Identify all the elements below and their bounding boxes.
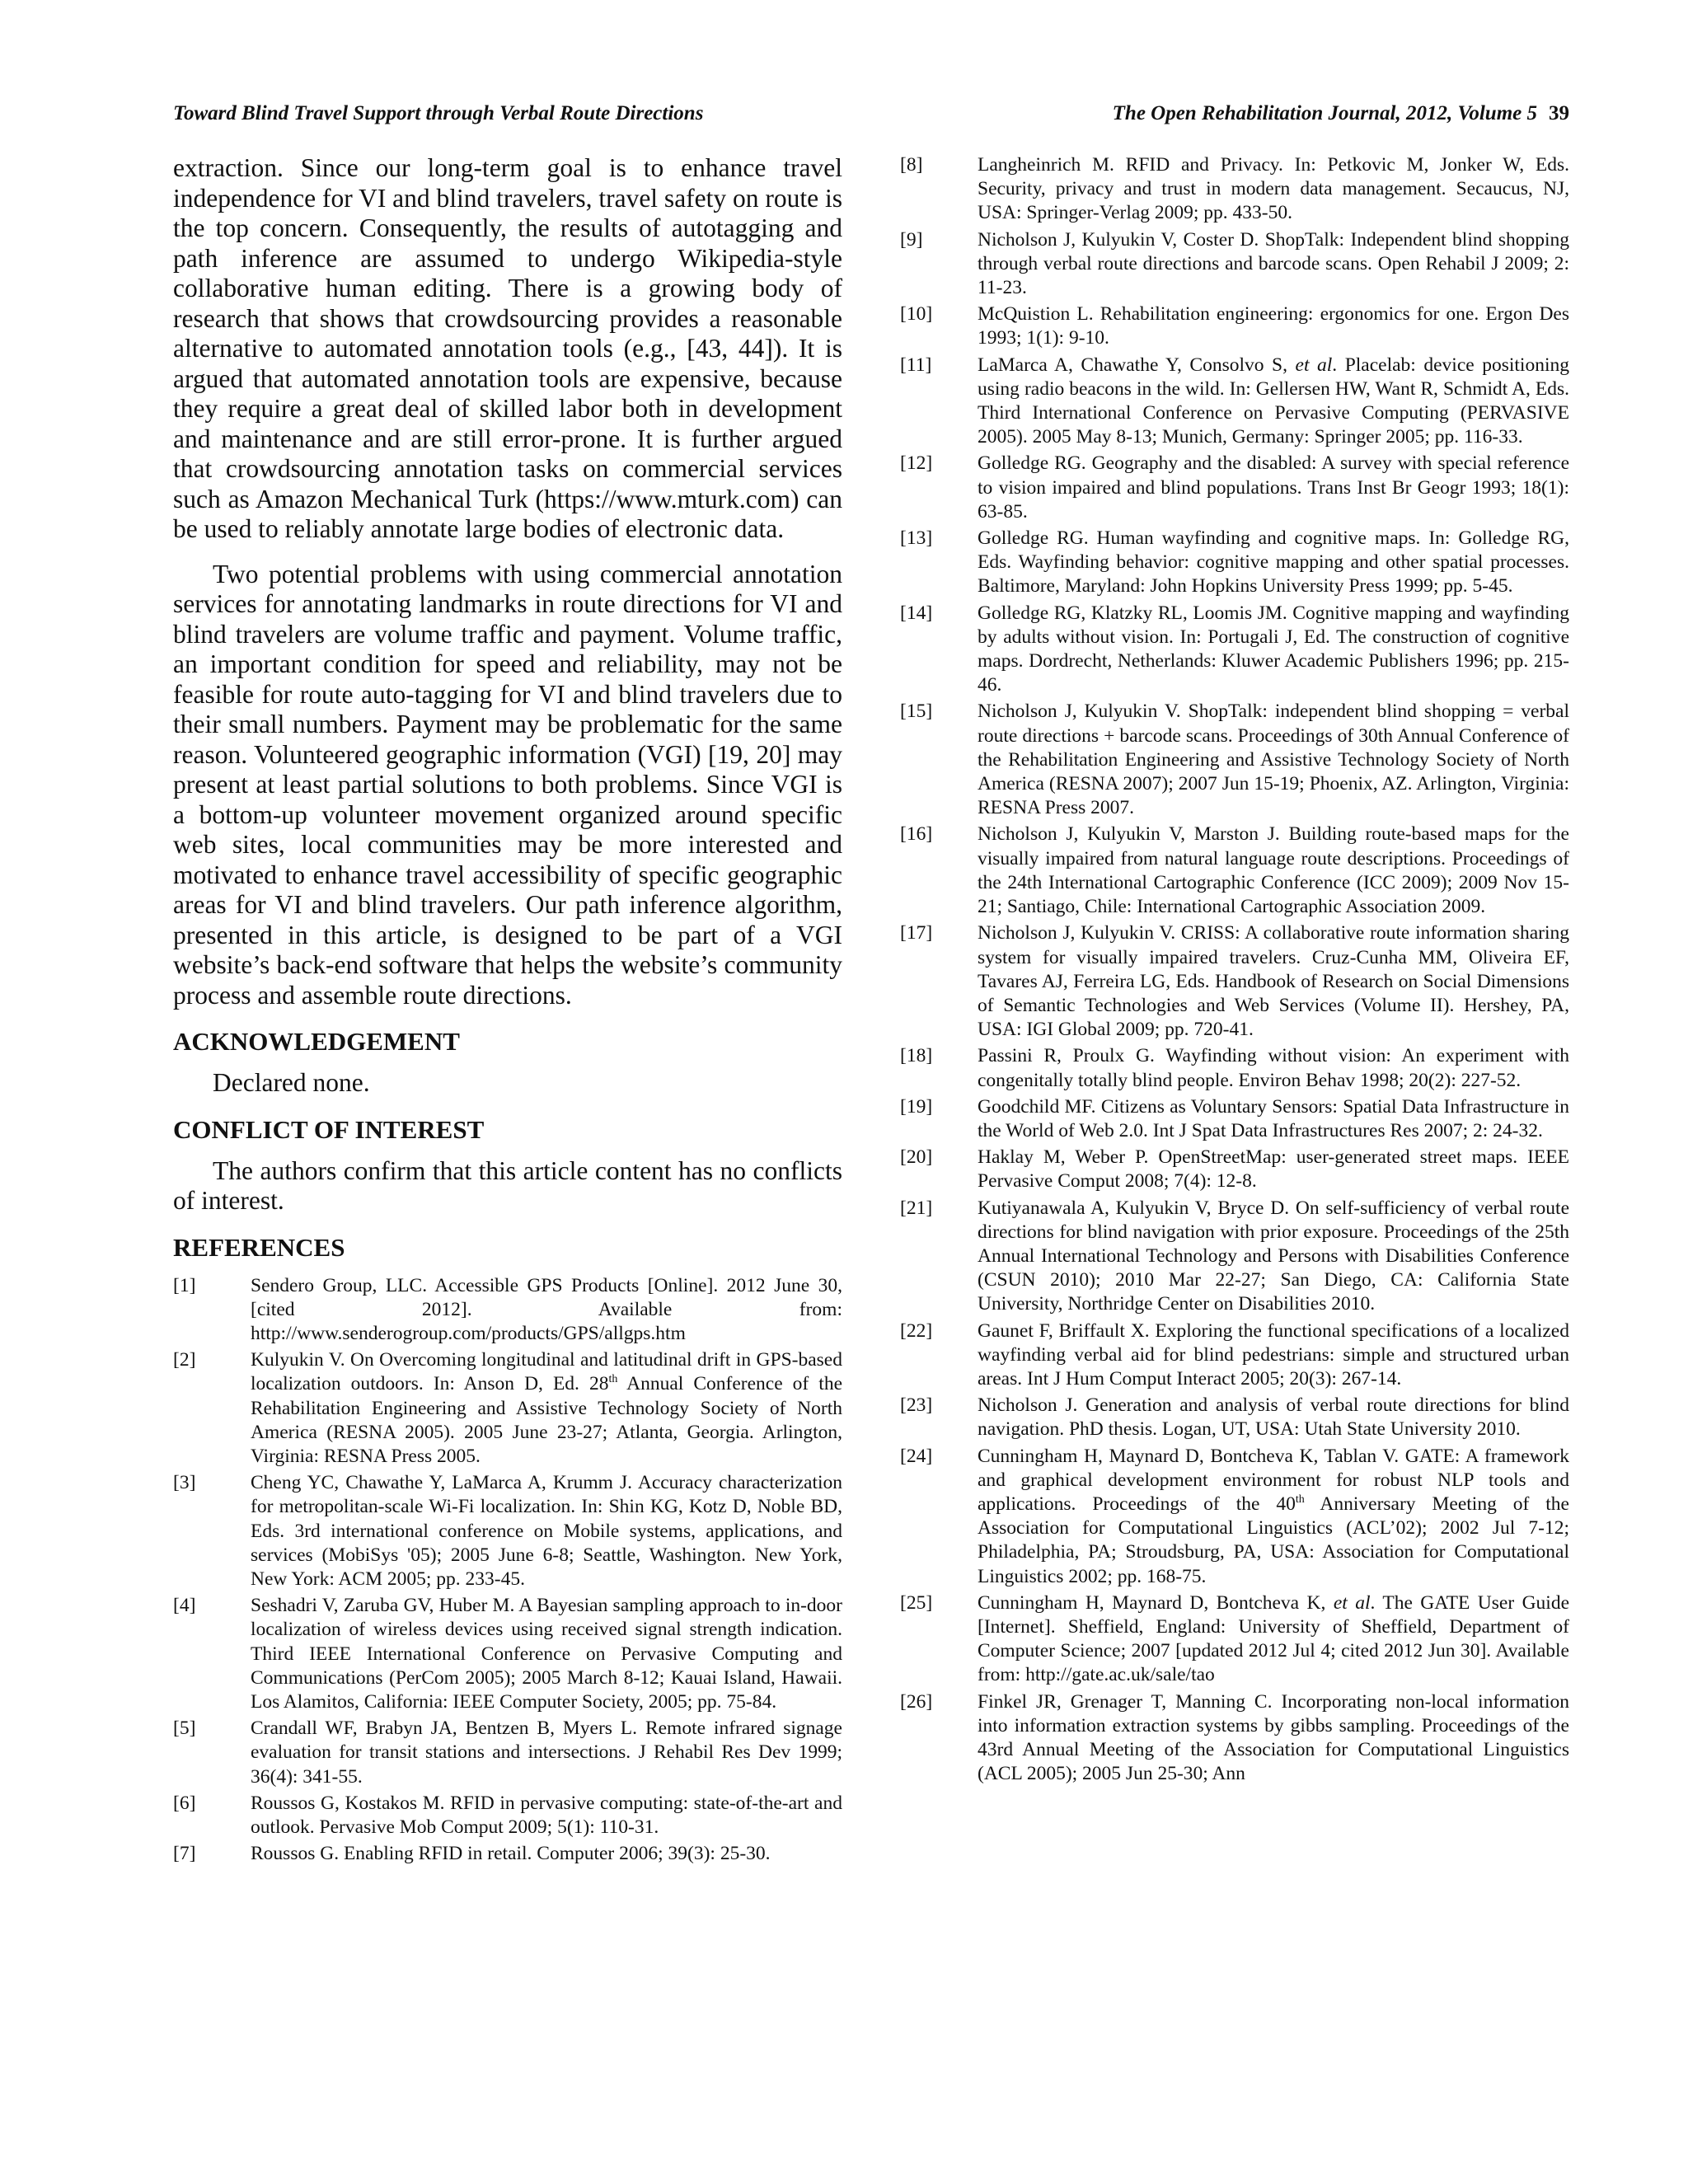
ordinal-superscript: th [1295,1493,1305,1507]
reference-text: Gaunet F, Briffault X. Exploring the functional specifications of a localized wayfinding verbal aid for blind pedestrians: simple and structured urban areas. Int J Hum Comput Interact 2005; 20(3): 267-14. [978,1319,1569,1390]
reference-text: Langheinrich M. RFID and Privacy. In: Petkovic M, Jonker W, Eds. Security, privacy and trust in modern data management. Secaucus, NJ, USA: Springer-Verlag 2009; pp. 433-50. [978,154,1569,224]
reference-item [173,1594,842,1714]
reference-text-part: Kulyukin V. On Overcoming longitudinal and latitudinal drift in GPS-based localization outdoors. In: Anson D, Ed. 28 [251,1349,842,1395]
reference-text: Haklay M, Weber P. OpenStreetMap: user-generated street maps. IEEE Pervasive Comput 2008; 7(4): 12-8. [978,1146,1569,1193]
reference-text [978,354,1569,450]
reference-text-part: . Placelab: device positioning using radio beacons in the wild. In: Gellersen HW, Want R, Schmidt A, Eds. Third International Conference on Pervasive Computing (PERVASIVE 2005). 2005 May 8-13; Munich, Germany: Springer 2005; pp. 116-33. [978,354,1569,448]
reference-number: [3] [173,1472,196,1494]
reference-item [173,1471,842,1591]
body-text [173,153,842,1010]
conflict-heading: CONFLICT OF INTEREST [173,1114,485,1144]
reference-text: Kutiyanawala A, Kulyukin V, Bryce D. On self-sufficiency of verbal route directions for blind navigation with prior exposure. Proceedings of the 25th Annual International Technology and Persons with Disabilities Conference (CSUN 2010); 2010 Mar 22-27; San Diego, CA: California State University, Northridge Center on Disabilities 2010. [978,1197,1569,1315]
reference-text: Golledge RG. Human wayfinding and cognitive maps. In: Golledge RG, Eds. Wayfinding behavior: cognitive mapping and other spatial processes. Baltimore, Maryland: John Hopkins University Press 1999; pp. 5-45. [978,527,1569,598]
reference-item [900,1394,1569,1441]
reference-number: [15] [900,701,933,723]
reference-item [173,1842,842,1866]
reference-text: Crandall WF, Brabyn JA, Bentzen B, Myers L. Remote infrared signage evaluation for transit stations and intersections. J Rehabil Res Dev 1999; 36(4): 341-55. [251,1718,842,1788]
reference-number: [20] [900,1146,933,1169]
reference-number: [7] [173,1843,196,1865]
reference-item [900,527,1569,599]
journal-info [1113,102,1569,125]
reference-item [900,1319,1569,1392]
reference-text: Nicholson J. Generation and analysis of verbal route directions for blind navigation. PhD thesis. Logan, UT, USA: Utah State University 2010. [978,1394,1569,1441]
reference-number: [18] [900,1045,933,1067]
acknowledgement-text: Declared none. [213,1068,370,1097]
reference-number: [11] [900,354,932,376]
reference-item [900,823,1569,919]
reference-text [251,1348,842,1469]
reference-number: [10] [900,303,933,326]
body-paragraph-2: Two potential problems with using commercial annotation services for annotating landmarks in route directions for VI and blind travelers are volume traffic and payment. Volume traffic, an important condition for speed and reliability, may not be feasible for route auto-tagging for VI and blind travelers due to their small numbers. Payment may be problematic for the same reason. Volunteered geographic information (VGI) [19, 20] may present at least partial solutions to both problems. Since VGI is a bottom-up volunteer movement organized around specific web sites, local communities may be more interested and motivated to enhance travel accessibility of specific geographic areas for VI and blind travelers. Our path inference algorithm, presented in this article, is designed to be part of a VGI website’s back-end software that helps the website’s community process and assemble route directions. [173,559,842,1010]
page-number: 39 [1549,102,1569,124]
reference-item [900,921,1569,1042]
reference-number: [4] [173,1595,196,1617]
reference-number: [8] [900,154,923,176]
reference-text: Golledge RG. Geography and the disabled: A survey with special reference to vision impaired and blind populations. Trans Inst Br Geogr 1993; 18(1): 63-85. [978,452,1569,523]
reference-text-part: LaMarca A, Chawathe Y, Consolvo S, [978,354,1296,376]
reference-number: [1] [173,1274,196,1296]
et-al-italic: et al [1333,1591,1371,1614]
running-title: Toward Blind Travel Support through Verbal Route Directions [173,102,704,124]
reference-text-part: . The GATE User Guide [Internet]. Sheffield, England: University of Sheffield, Department of Computer Science; 2007 [updated 2012 Jul 4; cited 2012 Jun 30]. Available from: http://gate.ac.uk/sale/tao [978,1591,1570,1686]
reference-number: [9] [900,228,923,251]
references-list-right [900,153,1569,1786]
running-header [173,102,1569,135]
ordinal-superscript: th [608,1373,618,1386]
reference-text: Roussos G, Kostakos M. RFID in pervasive computing: state-of-the-art and outlook. Pervasive Mob Comput 2009; 5(1): 110-31. [251,1792,842,1838]
reference-item [900,452,1569,524]
reference-item [173,1348,842,1469]
reference-number: [24] [900,1445,933,1467]
reference-number: [25] [900,1591,933,1614]
reference-item [900,354,1569,450]
reference-item [173,1792,842,1840]
reference-number: [26] [900,1690,933,1713]
reference-text: Cheng YC, Chawathe Y, LaMarca A, Krumm J. Accuracy characterization for metropolitan-scale Wi-Fi localization. In: Shin KG, Kotz D, Noble BD, Eds. 3rd international conference on Mobile systems, applications, and services (MobiSys '05); 2005 June 6-8; Seattle, Washington. New York, New York: ACM 2005; pp. 233-45. [251,1472,842,1590]
reference-text [978,1445,1569,1589]
et-al-italic: et al [1295,354,1333,376]
reference-number: [23] [900,1394,933,1417]
reference-text-part: Anniversary Meeting of the Association for Computational Linguistics (ACL’02); 2002 Jul 7-12; Philadelphia, PA; Stroudsburg, PA, USA: Association for Computational Linguistics 2002; pp. 168-75. [978,1493,1569,1587]
reference-number: [21] [900,1197,933,1219]
reference-item [900,1146,1569,1193]
reference-text-part: Cunningham H, Maynard D, Bontcheva K, Tablan V. GATE: A framework and graphical development environment for robust NLP tools and applications. Proceedings of the 40 [978,1445,1569,1515]
reference-text: Passini R, Proulx G. Wayfinding without vision: An experiment with congenitally totally blind people. Environ Behav 1998; 20(2): 227-52. [978,1045,1569,1091]
reference-item [900,1445,1569,1589]
reference-item [173,1274,842,1347]
reference-text-part: Annual Conference of the Rehabilitation Engineering and Assistive Technology Society of North America (RESNA 2005). 2005 June 23-27; Atlanta, Georgia. Arlington, Virginia: RESNA Press 2005. [251,1373,842,1467]
reference-text: Roussos G. Enabling RFID in retail. Computer 2006; 39(3): 25-30. [251,1843,771,1865]
reference-number: [19] [900,1095,933,1118]
reference-item [900,1197,1569,1317]
reference-number: [22] [900,1319,933,1342]
reference-number: [13] [900,527,933,550]
reference-item [900,602,1569,698]
acknowledgement-heading: ACKNOWLEDGEMENT [173,1027,460,1056]
reference-item [173,1717,842,1789]
reference-text: Nicholson J, Kulyukin V. ShopTalk: independent blind shopping = verbal route directions + barcode scans. Proceedings of 30th Annual Conference of the Rehabilitation Engineering and Assistive Technology Society of North America (RESNA 2007); 2007 Jun 15-19; Phoenix, AZ. Arlington, Virginia: RESNA Press 2007. [978,701,1569,819]
reference-item [900,228,1569,301]
right-column [900,153,1569,1788]
reference-number: [16] [900,823,933,846]
reference-item [900,153,1569,226]
reference-item [900,302,1569,350]
conflict-text: The authors confirm that this article content has no conflicts of interest. [173,1155,842,1215]
reference-text: Finkel JR, Grenager T, Manning C. Incorporating non-local information into information extraction systems by gibbs sampling. Proceedings of the 43rd Annual Meeting of the Association for Computational Linguistics (ACL 2005); 2005 Jun 25-30; Ann [978,1690,1569,1785]
references-list-left [173,1274,842,1867]
references-heading: REFERENCES [173,1232,345,1262]
reference-text: Sendero Group, LLC. Accessible GPS Products [Online]. 2012 June 30, [cited 2012]. Available from: http://www.senderogroup.com/products/GPS/allgps.htm [251,1274,842,1344]
reference-text: Golledge RG, Klatzky RL, Loomis JM. Cognitive mapping and wayfinding by adults without vision. In: Portugali J, Ed. The construction of cognitive maps. Dordrecht, Netherlands: Kluwer Academic Publishers 1996; pp. 215-46. [978,602,1569,696]
reference-item [900,1044,1569,1092]
reference-text: Nicholson J, Kulyukin V. CRISS: A collaborative route information sharing system for visually impaired travelers. Cruz-Cunha MM, Oliveira EF, Tavares AJ, Ferreira LG, Eds. Handbook of Research on Social Dimensions of Semantic Technologies and Web Services (Volume II). Hershey, PA, USA: IGI Global 2009; pp. 720-41. [978,922,1569,1041]
reference-text: Goodchild MF. Citizens as Voluntary Sensors: Spatial Data Infrastructure in the World of Web 2.0. Int J Spat Data Infrastructures Res 2007; 2: 24-32. [978,1095,1569,1141]
reference-number: [17] [900,922,933,944]
body-paragraph-1: extraction. Since our long-term goal is to enhance travel independence for VI and blind travelers, travel safety on route is the top concern. Consequently, the results of autotagging and path inference are assumed to undergo Wikipedia-style collaborative human editing. There is a growing body of research that shows that crowdsourcing provides a reasonable alternative to automated annotation tools (e.g., [43, 44]). It is argued that automated annotation tools are expensive, because they require a great deal of skilled labor both in development and maintenance and are still error-prone. It is further argued that crowdsourcing annotation tasks on commercial services such as Amazon Mechanical Turk (https://www.mturk.com) can be used to reliably annotate large bodies of electronic data. [173,153,843,543]
reference-number: [5] [173,1718,196,1740]
reference-text: Nicholson J, Kulyukin V, Marston J. Building route-based maps for the visually impaired from natural language route descriptions. Proceedings of the 24th International Cartographic Conference (ICC 2009); 2009 Nov 15-21; Santiago, Chile: International Cartographic Association 2009. [978,823,1569,918]
reference-text: Nicholson J, Kulyukin V, Coster D. ShopTalk: Independent blind shopping through verbal route directions and barcode scans. Open Rehabil J 2009; 2: 11-23. [978,228,1569,299]
journal-citation: The Open Rehabilitation Journal, 2012, Volume 5 [1112,102,1537,124]
reference-item [900,1591,1569,1688]
reference-text: McQuistion L. Rehabilitation engineering: ergonomics for one. Ergon Des 1993; 1(1): 9-10. [978,303,1569,349]
left-column [173,153,842,1868]
reference-number: [14] [900,602,933,624]
reference-number: [12] [900,452,933,475]
reference-text: Seshadri V, Zaruba GV, Huber M. A Bayesian sampling approach to in-door localization of wireless devices using received signal strength indication. Third IEEE International Conference on Pervasive Computing and Communications (PerCom 2005); 2005 March 8-12; Kauai Island, Hawaii. Los Alamitos, California: IEEE Computer Society, 2005; pp. 75-84. [251,1595,842,1713]
reference-item [900,1095,1569,1143]
reference-item [900,700,1569,820]
reference-item [900,1690,1569,1787]
reference-number: [6] [173,1792,196,1814]
reference-text-part: Cunningham H, Maynard D, Bontcheva K, [978,1591,1334,1614]
reference-number: [2] [173,1349,196,1371]
reference-text [978,1591,1569,1688]
